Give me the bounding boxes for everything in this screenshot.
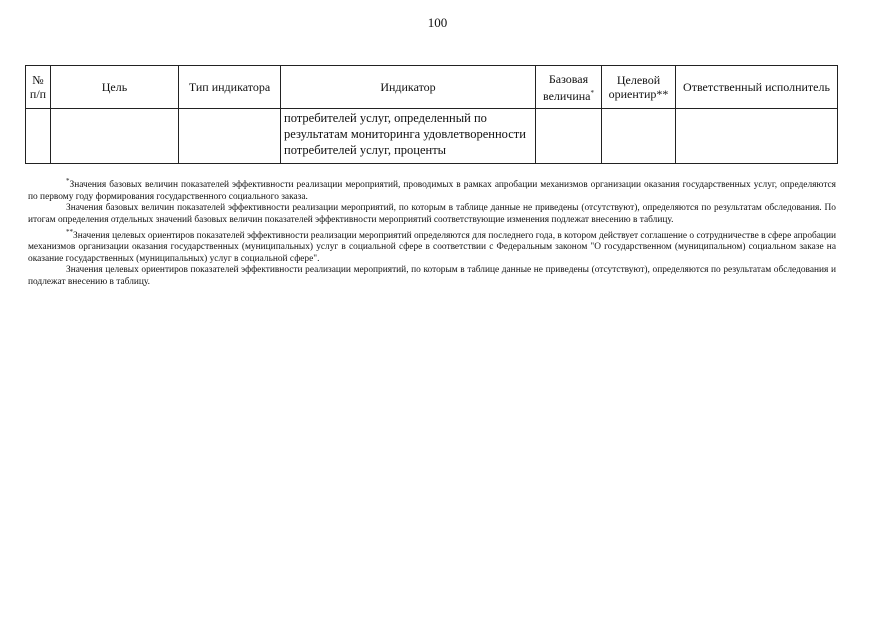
footnote-3-text: Значения целевых ориентиров показателей эффективности реализации мероприятий определяются для последнего года, в котором действует соглашение о сотрудничестве в сфере апробации механизмов организации оказания государственных (муниципальных) услуг в социальной сфере в соответствии с Федеральным законом "О государственном (муниципальном) социальном заказе на оказание государственных (муниципальных) услуг в социальной сфере".	[28, 230, 836, 264]
footnote-2: Значения базовых величин показателей эффективности реализации мероприятий, по которым в таблице данные не приведены (отсутствуют), определяются по результатам обследования. По итогам определения отдельных значений базовых величин показателей эффективности мероприятий соответствующие изменения подлежат внесению в таблицу.	[28, 203, 836, 225]
header-base-value	[536, 66, 602, 109]
header-indicator-type: Тип индикатора	[179, 66, 281, 109]
header-base-value-mark: *	[590, 88, 595, 97]
cell-indicator-type	[179, 109, 281, 164]
footnotes	[28, 176, 836, 289]
footnote-1-text: Значения базовых величин показателей эффективности реализации мероприятий, проводимых в рамках апробации механизмов организации оказания государственных услуг, определяются по первому году формирования государственного социального заказа.	[28, 180, 836, 202]
cell-goal	[51, 109, 179, 164]
footnote-1-mark: *	[66, 177, 70, 185]
header-goal: Цель	[51, 66, 179, 109]
header-target: Целевой ориентир**	[602, 66, 676, 109]
header-responsible: Ответственный исполнитель	[676, 66, 838, 109]
table-row	[26, 109, 838, 164]
page-number: 100	[427, 15, 448, 30]
header-num: № п/п	[26, 66, 51, 109]
header-base-value-label: Базовая величина	[542, 71, 591, 103]
cell-indicator: потребителей услуг, определенный по результатам мониторинга удовлетворенности потребителей услуг, проценты	[281, 109, 536, 164]
footnote-1	[28, 176, 836, 203]
footnote-3-mark: **	[66, 227, 73, 236]
cell-base-value	[536, 109, 602, 164]
cell-target	[602, 109, 676, 164]
footnote-3	[28, 227, 836, 266]
header-indicator: Индикатор	[281, 66, 536, 109]
cell-num	[26, 109, 51, 164]
cell-responsible	[676, 109, 838, 164]
indicators-table	[25, 65, 838, 164]
footnote-4: Значения целевых ориентиров показателей эффективности реализации мероприятий, по которым в таблице данные не приведены (отсутствуют), определяются по результатам обследования и подлежат внесению в таблицу.	[28, 265, 836, 287]
table-header-row	[26, 66, 838, 109]
